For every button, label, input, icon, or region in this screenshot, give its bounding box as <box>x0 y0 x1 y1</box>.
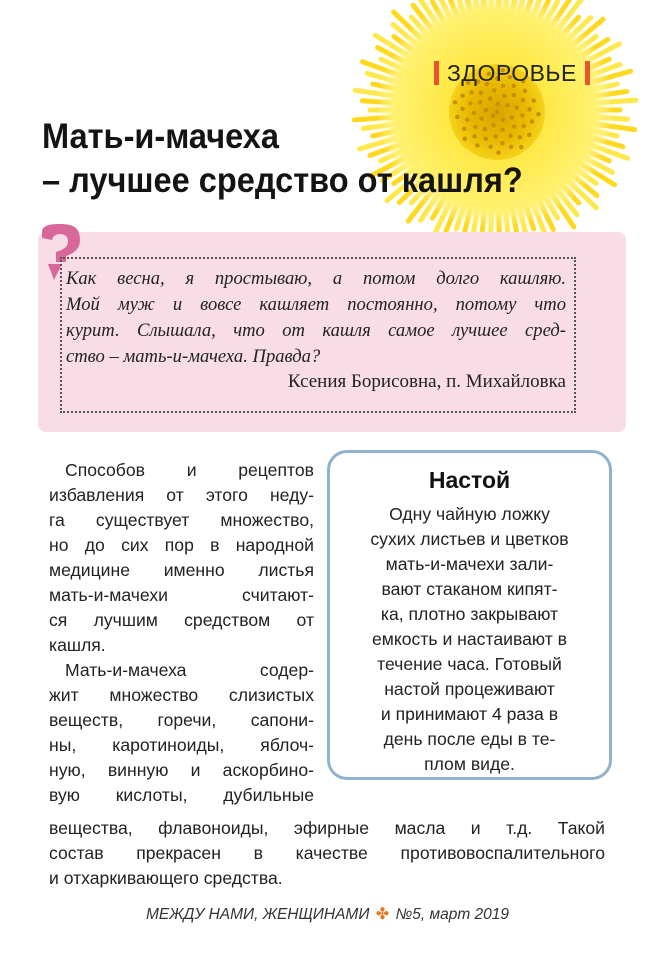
text-line: кашля. <box>49 635 106 655</box>
recipe-text <box>327 502 612 777</box>
text-line: ся лучшим средством от <box>49 610 314 630</box>
text-line: га существует множество, <box>49 510 314 530</box>
text-line: и отхаркивающего средства. <box>49 868 283 888</box>
text-line: Мать-и-мачеха содер- <box>65 660 314 680</box>
title-line: Мать-и-мачеха <box>42 117 279 156</box>
magazine-name: МЕЖДУ НАМИ, ЖЕНЩИНАМИ <box>146 906 370 923</box>
question-author: Ксения Борисовна, п. Михайловка <box>287 371 566 392</box>
title-line: – лучшее средство от кашля? <box>42 161 523 200</box>
text-line: Способов и рецептов <box>65 460 314 480</box>
recipe-line: течение часа. Готовый <box>377 654 562 674</box>
recipe-line: емкость и настаивают в <box>372 629 567 649</box>
recipe-line: ка, плотно закрывают <box>380 604 559 624</box>
text-line: ную, винную и аскорбино- <box>49 760 314 780</box>
question-line: Мой муж и вовсе кашляет постоянно, потому что <box>66 294 566 315</box>
article-title <box>42 115 523 203</box>
text-line: медицине именно листья <box>49 560 314 580</box>
text-line: жит множество слизистых <box>49 685 314 705</box>
article-paragraph-2 <box>49 658 314 808</box>
recipe-title: Настой <box>428 467 511 493</box>
recipe-line: Одну чайную ложку <box>389 504 550 524</box>
recipe-line: и принимают 4 раза в <box>380 704 559 724</box>
recipe-line: день после еды в те- <box>383 729 556 749</box>
recipe-line: вают стаканом кипят- <box>381 579 558 599</box>
text-line: ны, каротиноиды, яблоч- <box>49 735 314 755</box>
section-tag <box>434 58 590 88</box>
reader-question <box>66 266 566 370</box>
section-bar-right <box>585 61 590 85</box>
text-line: веществ, горечи, сапони- <box>49 710 314 730</box>
text-line: вещества, флавоноиды, эфирные масла и т.д. Такой <box>49 818 605 838</box>
question-line: Как весна, я простываю, а потом долго кашляю. <box>66 268 566 289</box>
text-line: но до сих пор в народной <box>49 535 314 555</box>
question-line: ство – мать-и-мачеха. Правда? <box>66 346 321 367</box>
recipe-line: сухих листьев и цветков <box>370 529 569 549</box>
text-line: избавления от этого неду- <box>49 485 314 505</box>
text-line: вую кислоты, дубильные <box>49 785 314 805</box>
magazine-footer <box>146 904 509 924</box>
section-bar-left <box>434 61 439 85</box>
recipe-line: настой процеживают <box>384 679 555 699</box>
article-paragraph-2-continued <box>49 816 605 891</box>
section-label: ЗДОРОВЬЕ <box>447 59 577 86</box>
question-line: курит. Слышала, что от кашля самое лучшее сред- <box>66 320 566 341</box>
article-paragraph-1 <box>49 458 314 658</box>
text-line: мать-и-мачехи считают- <box>49 585 314 605</box>
recipe-line: мать-и-мачехи зали- <box>385 554 554 574</box>
clover-icon: ✤ <box>375 906 390 923</box>
text-line: состав прекрасен в качестве противовоспалительного <box>49 843 605 863</box>
issue-number: №5, март 2019 <box>395 906 510 923</box>
recipe-line: плом виде. <box>424 754 515 774</box>
